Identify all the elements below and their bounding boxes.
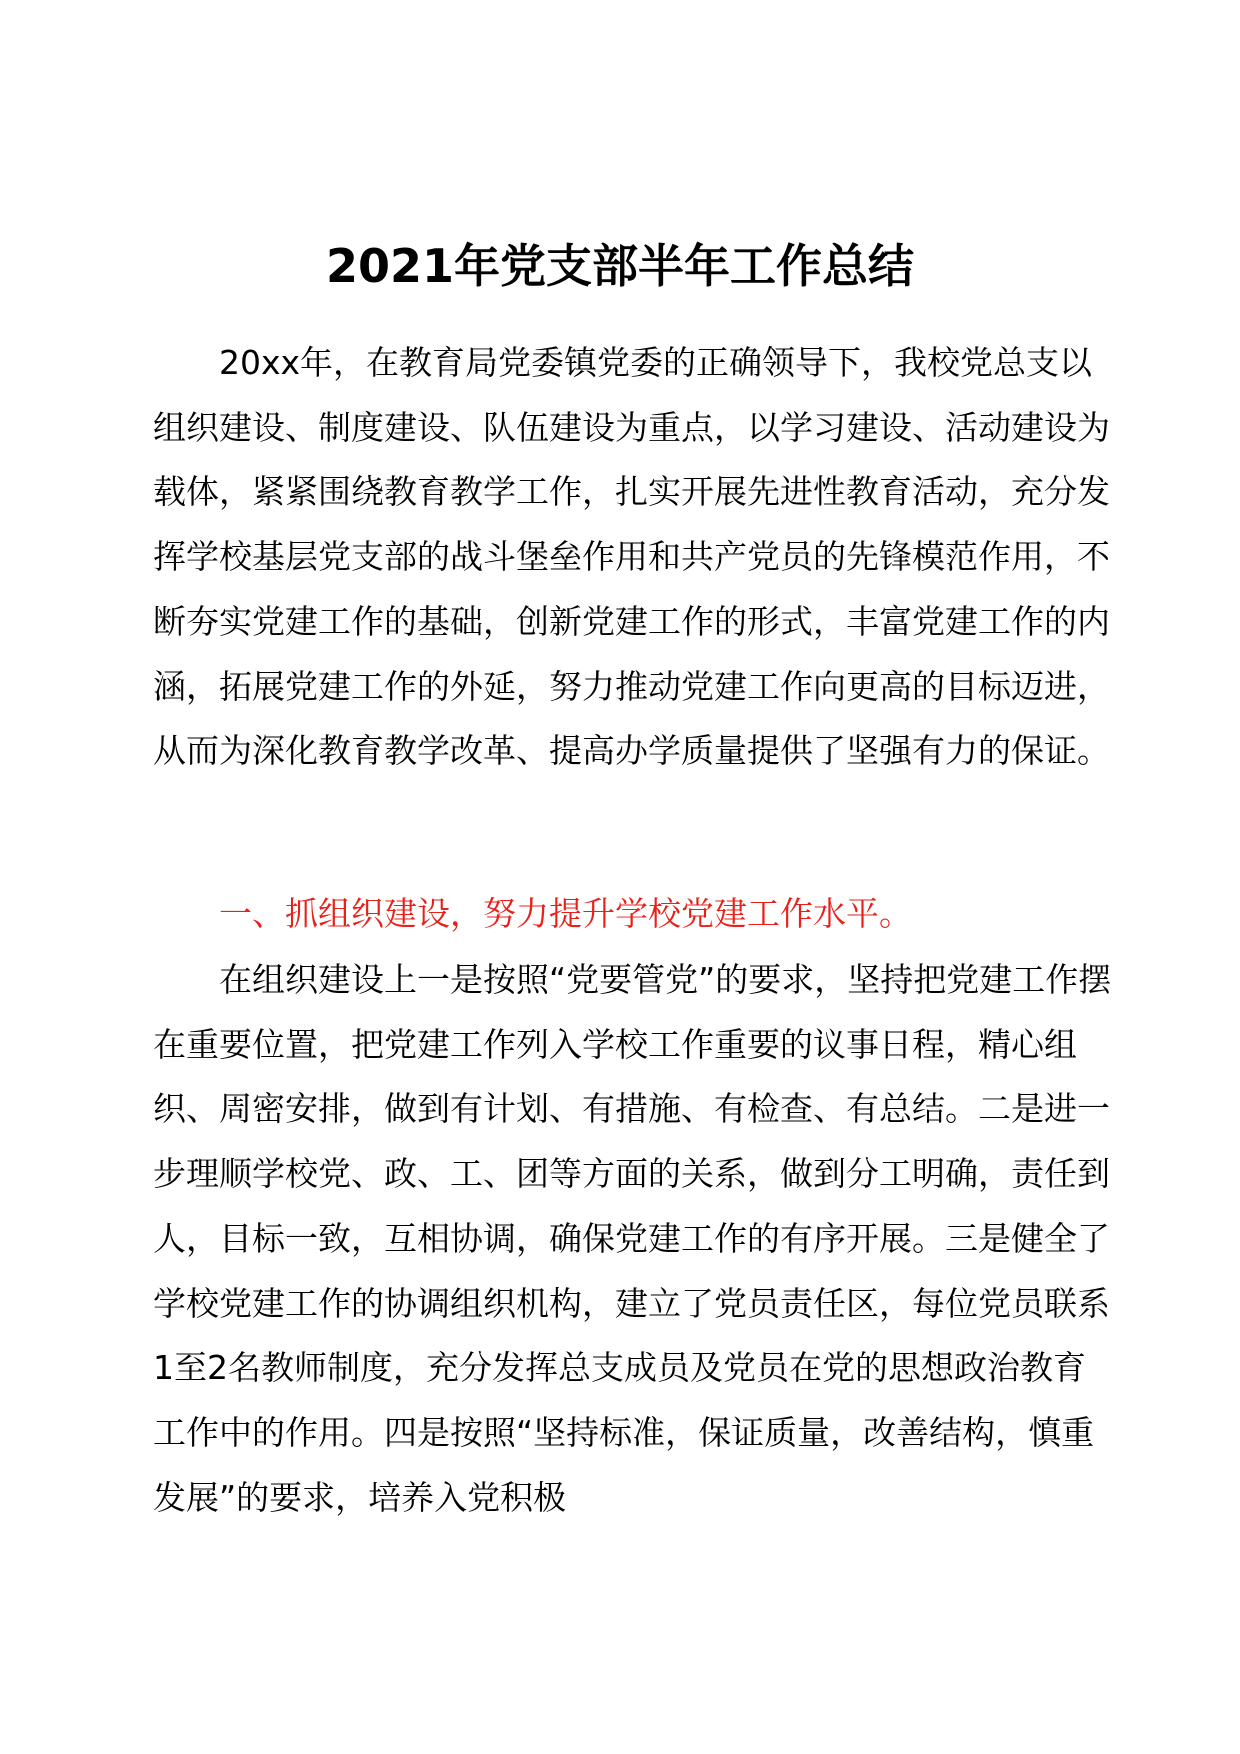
section-paragraph: 在组织建设上一是按照“党要管党”的要求，坚持把党建工作摆在重要位置，把党建工作列入学校工作重要的议事日程，精心组织、周密安排，做到有计划、有措施、有检查、有总结。二是进一步理顺学校党、政、工、团等方面的关系，做到分工明确，责任到人，目标一致，互相协调，确保党建工作的有序开展。三是健全了学校党建工作的协调组织机构，建立了党员责任区，每位党员联系1至2名教师制度，充分发挥总支成员及党员在党的思想政治教育工作中的作用。四是按照“坚持标准，保证质量，改善结构，慎重发展”的要求，培养入党积极 — [153, 960, 1112, 1517]
section-heading: 一、抓组织建设，努力提升学校党建工作水平。 — [219, 894, 912, 933]
intro-paragraph: 20xx年，在教育局党委镇党委的正确领导下，我校党总支以组织建设、制度建设、队伍建设为重点，以学习建设、活动建设为载体，紧紧围绕教育教学工作，扎实开展先进性教育活动，充分发挥学校基层党支部的战斗堡垒作用和共产党员的先锋模范作用，不断夯实党建工作的基础，创新党建工作的形式，丰富党建工作的内涵，拓展党建工作的外延，努力推动党建工作向更高的目标迈进，从而为深化教育教学改革、提高办学质量提供了坚强有力的保证。 — [153, 343, 1110, 771]
document-title: 2021年党支部半年工作总结 — [325, 239, 915, 293]
